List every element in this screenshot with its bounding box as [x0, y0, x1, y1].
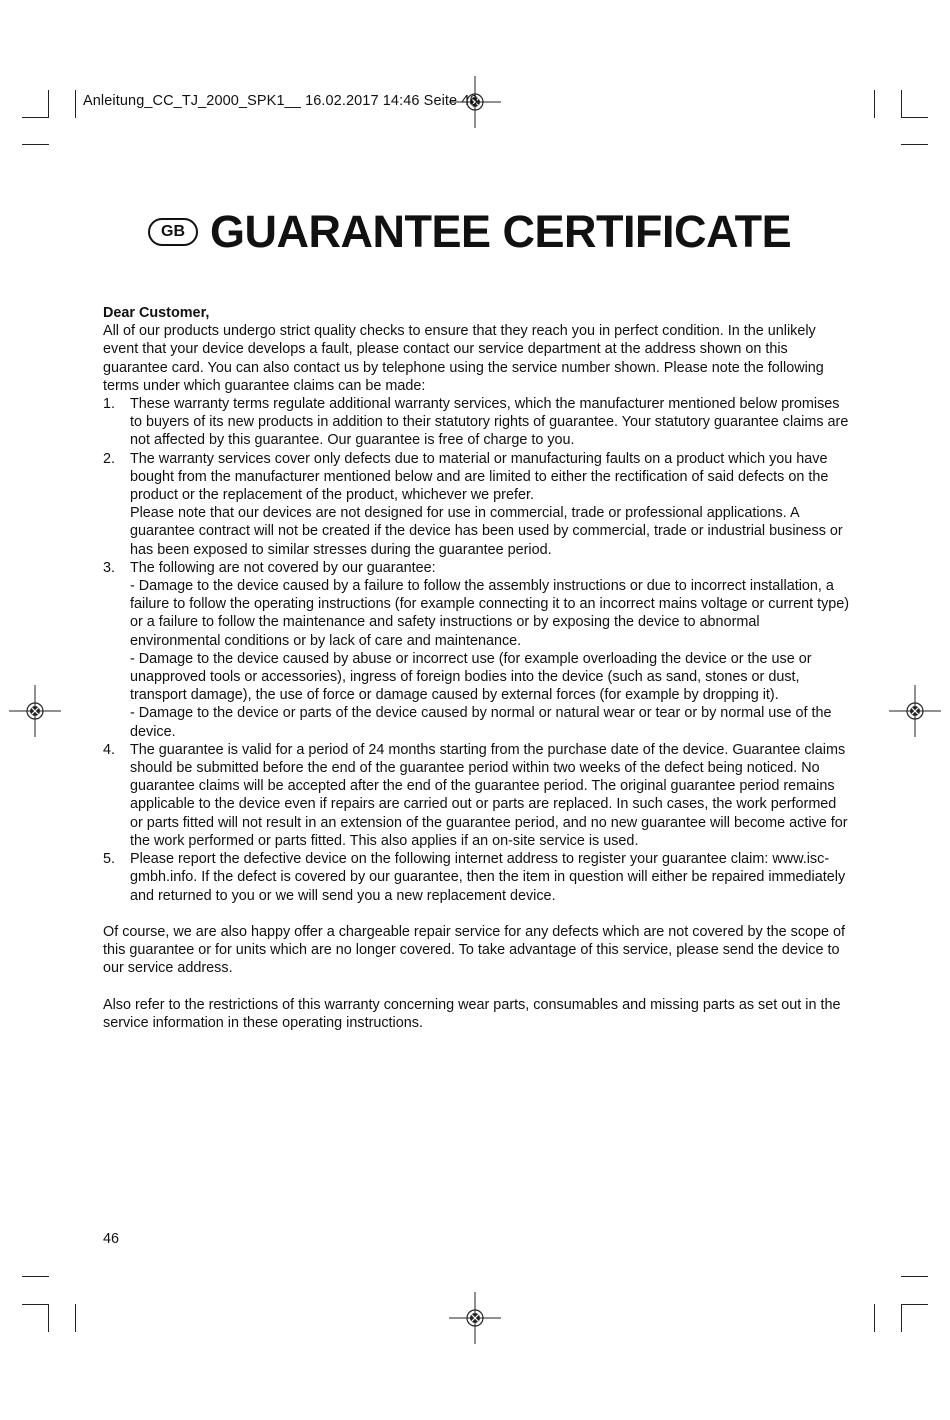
list-paragraph: The guarantee is valid for a period of 24 months starting from the purchase date of the device. Guarantee claims should be submitted before the end of the guarantee period within two weeks of the defect being noticed. No guarantee claims will be accepted after the end of the guarantee period. The original guarantee period remains applicable to the device even if repairs are carried out or parts are replaced. In such cases, the work performed or parts fitted will not result in an extension of the guarantee period, and no new guarantee will become active for the work performed or parts fitted. This also applies if an on-site service is used. — [130, 741, 848, 849]
terms-list — [103, 395, 853, 905]
list-item — [103, 559, 853, 741]
crop-mark — [22, 1304, 49, 1305]
crop-mark — [901, 1304, 902, 1332]
list-paragraph: The warranty services cover only defects due to material or manufacturing faults on a product which you have bought from the manufacturer mentioned below and are limited to either the rectification of said defects on the product or the replacement of the product, whichever we prefer. — [130, 450, 829, 504]
intro-paragraph: All of our products undergo strict quality checks to ensure that they reach you in perfect condition. In the unlikely event that your device develops a fault, please contact our service department at the address shown on this guarantee card. You can also contact us by telephone using the service number shown. Please note the following terms under which guarantee claims can be made: — [103, 323, 824, 394]
registration-mark-icon — [9, 685, 61, 737]
list-paragraph: Please report the defective device on the following internet address to register your guarantee claim: www.isc-gmbh.info. If the defect is covered by our guarantee, then the item in question will either be repaired immediately and returned to you or we will send you a new replacement device. — [130, 851, 846, 904]
document-body — [103, 304, 853, 1032]
list-paragraph: - Damage to the device caused by a failure to follow the assembly instructions or due to incorrect installation, a failure to follow the operating instructions (for example connecting it to an incorrect mains voltage or current type) or a failure to follow the maintenance and safety instructions or by exposing the device to abnormal environmental conditions or by lack of care and maintenance. — [130, 578, 850, 649]
crop-mark — [75, 90, 76, 118]
salutation: Dear Customer, — [103, 305, 210, 321]
list-item — [103, 850, 853, 905]
list-number: 4. — [103, 741, 116, 758]
title-text: GUARANTEE CERTIFICATE — [210, 206, 792, 257]
print-slug: Anleitung_CC_TJ_2000_SPK1__ 16.02.2017 14:46 Seite 46 — [83, 93, 478, 109]
list-item — [103, 741, 853, 850]
crop-mark — [75, 1304, 76, 1332]
list-item — [103, 395, 853, 450]
crop-mark — [901, 117, 928, 118]
crop-mark — [901, 90, 902, 118]
list-paragraph: The following are not covered by our guarantee: — [130, 559, 436, 576]
crop-mark — [22, 117, 49, 118]
language-badge: GB — [148, 218, 198, 246]
list-item — [103, 450, 853, 559]
crop-mark — [901, 144, 928, 145]
closing-paragraph: Also refer to the restrictions of this warranty concerning wear parts, consumables and missing parts as set out in the service information in these operating instructions. — [103, 996, 841, 1031]
page-number: 46 — [103, 1231, 120, 1247]
list-paragraph: - Damage to the device caused by abuse or incorrect use (for example overloading the device or the use or unapproved tools or accessories), ingress of foreign bodies into the device (such as sand, stones or dust, transport damage), the use of force or damage caused by external forces (for example by dropping it). — [130, 650, 812, 704]
registration-mark-icon — [449, 1292, 501, 1344]
crop-mark — [48, 90, 49, 118]
list-number: 5. — [103, 851, 116, 868]
crop-mark — [901, 1276, 928, 1277]
crop-mark — [874, 90, 875, 118]
registration-mark-icon — [889, 685, 941, 737]
closing-paragraph: Of course, we are also happy offer a chargeable repair service for any defects which are not covered by the scope of this guarantee or for units which are no longer covered. To take advantage of this service, please send the device to our service address. — [103, 923, 846, 977]
crop-mark — [48, 1304, 49, 1332]
crop-mark — [874, 1304, 875, 1332]
list-number: 3. — [103, 559, 116, 576]
list-paragraph: These warranty terms regulate additional warranty services, which the manufacturer mentioned below promises to buyers of its new products in addition to their statutory rights of guarantee. Your statutory guarantee claims are not affected by this guarantee. Our guarantee is free of charge to you. — [130, 396, 849, 449]
crop-mark — [901, 1304, 928, 1305]
list-paragraph: - Damage to the device or parts of the device caused by normal or natural wear or tear or by normal use of the device. — [130, 705, 832, 740]
crop-mark — [22, 1276, 49, 1277]
list-number: 1. — [103, 396, 116, 413]
list-number: 2. — [103, 450, 116, 467]
crop-mark — [22, 144, 49, 145]
page-title — [148, 206, 791, 258]
list-paragraph: Please note that our devices are not designed for use in commercial, trade or professional applications. A guarantee contract will not be created if the device has been used by commercial, trade or industrial business or has been exposed to similar stresses during the guarantee period. — [130, 505, 843, 558]
